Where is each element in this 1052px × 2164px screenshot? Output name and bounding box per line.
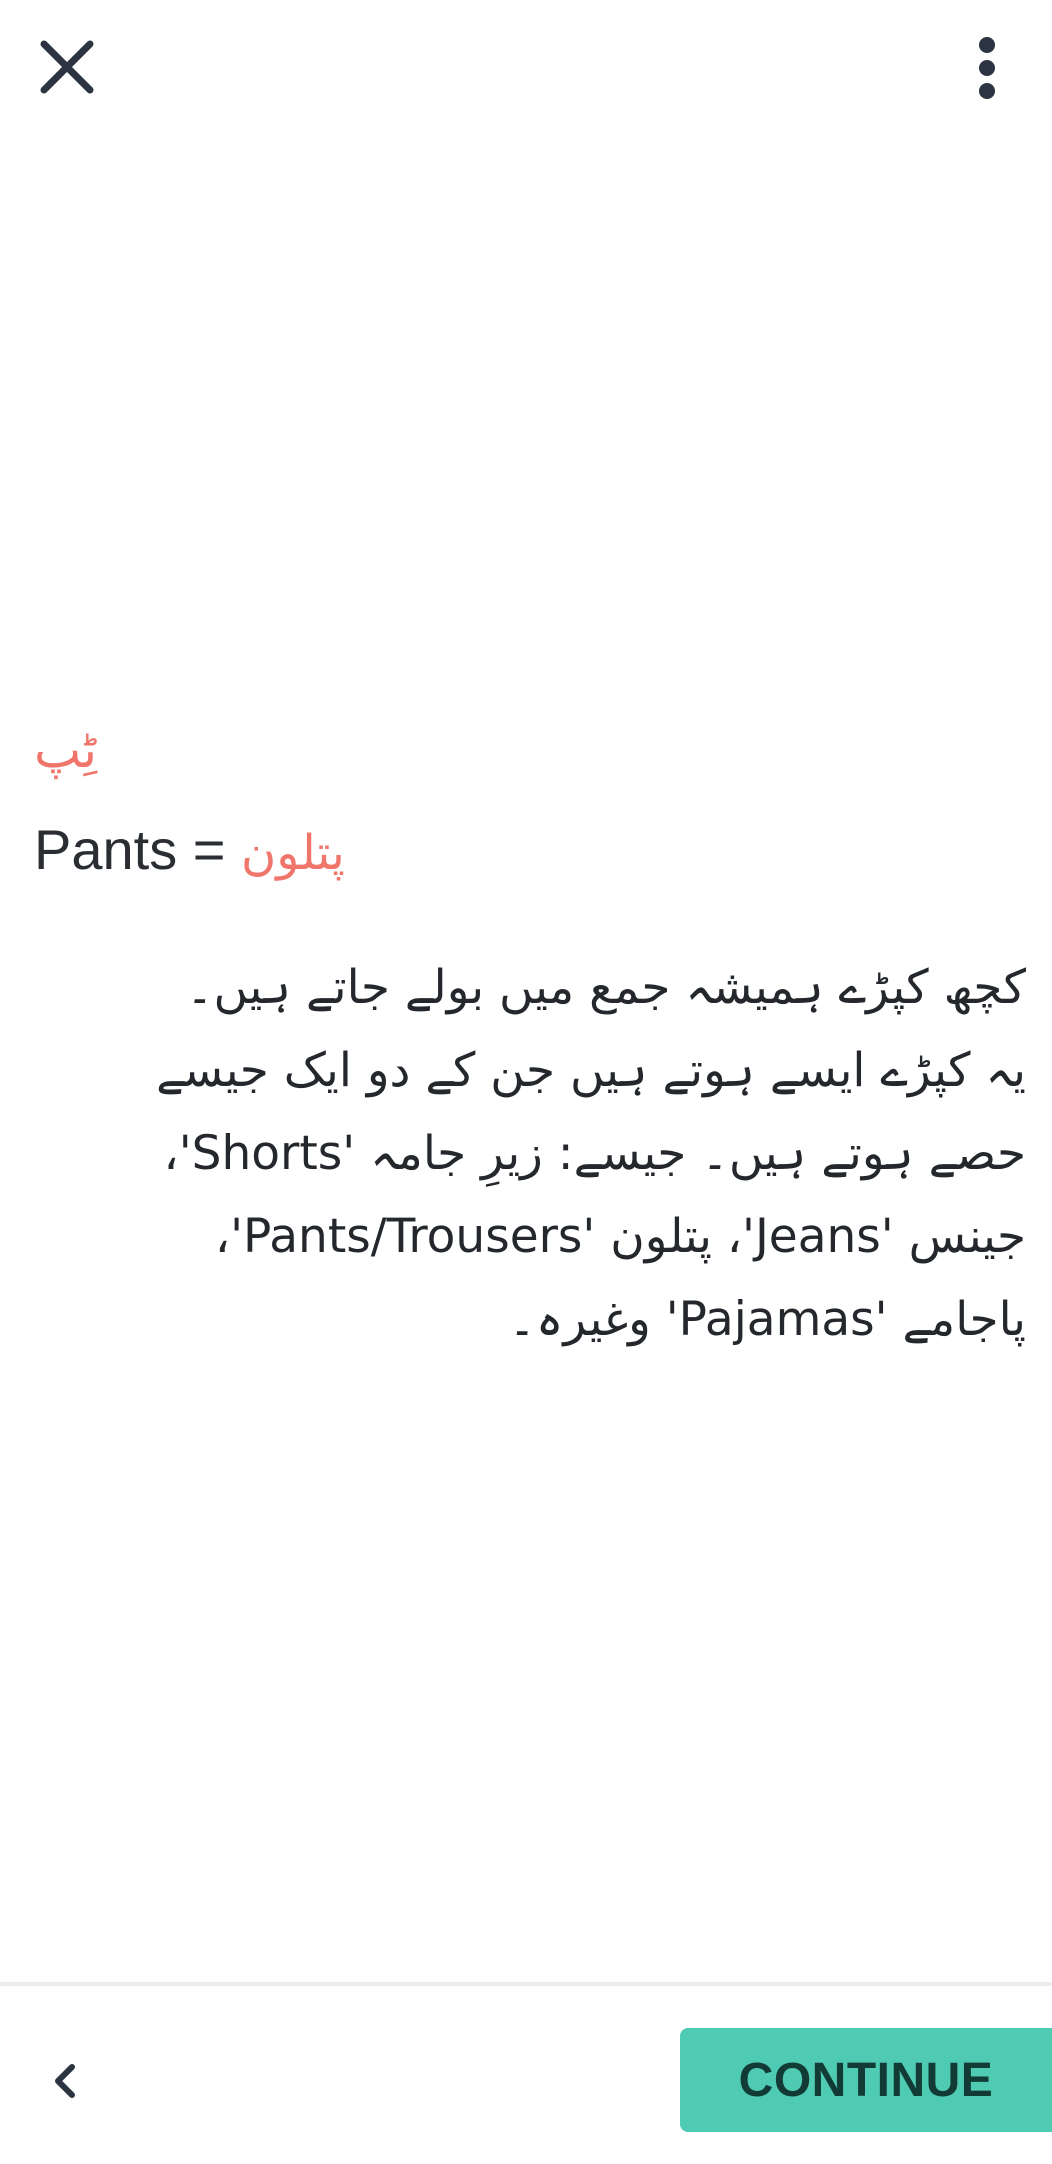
continue-button[interactable]: CONTINUE (680, 2028, 1052, 2132)
more-vertical-icon (975, 35, 999, 101)
close-button[interactable] (30, 30, 104, 104)
footer-divider (0, 1982, 1052, 1986)
term-translation: پتلون (241, 825, 345, 881)
tip-card (34, 715, 1026, 1361)
term-line (34, 815, 1026, 888)
tip-title: ٹِپ (34, 721, 98, 779)
more-options-button[interactable] (962, 30, 1012, 106)
chevron-left-icon (50, 2061, 80, 2101)
term-separator: = (192, 818, 226, 881)
back-button[interactable] (32, 2048, 98, 2114)
top-bar (0, 0, 1052, 140)
close-icon (38, 38, 96, 96)
tip-body-line: یہ کپڑے ایسے ہوتے ہیں جن کے دو ایک جیسے (156, 1043, 1026, 1098)
tip-body-line: جینس 'Jeans'، پتلون 'Pants/Trousers'، (214, 1209, 1026, 1264)
tip-body-line: پاجامے 'Pajamas' وغیرہ۔ (508, 1292, 1026, 1347)
tip-body-line: حصے ہوتے ہیں۔ جیسے: زیرِ جامہ 'Shorts'، (163, 1126, 1026, 1181)
tip-body-line: کچھ کپڑے ہمیشہ جمع میں بولے جاتے ہیں۔ (185, 960, 1026, 1015)
tip-body (34, 946, 1026, 1361)
term-english: Pants (34, 818, 178, 881)
